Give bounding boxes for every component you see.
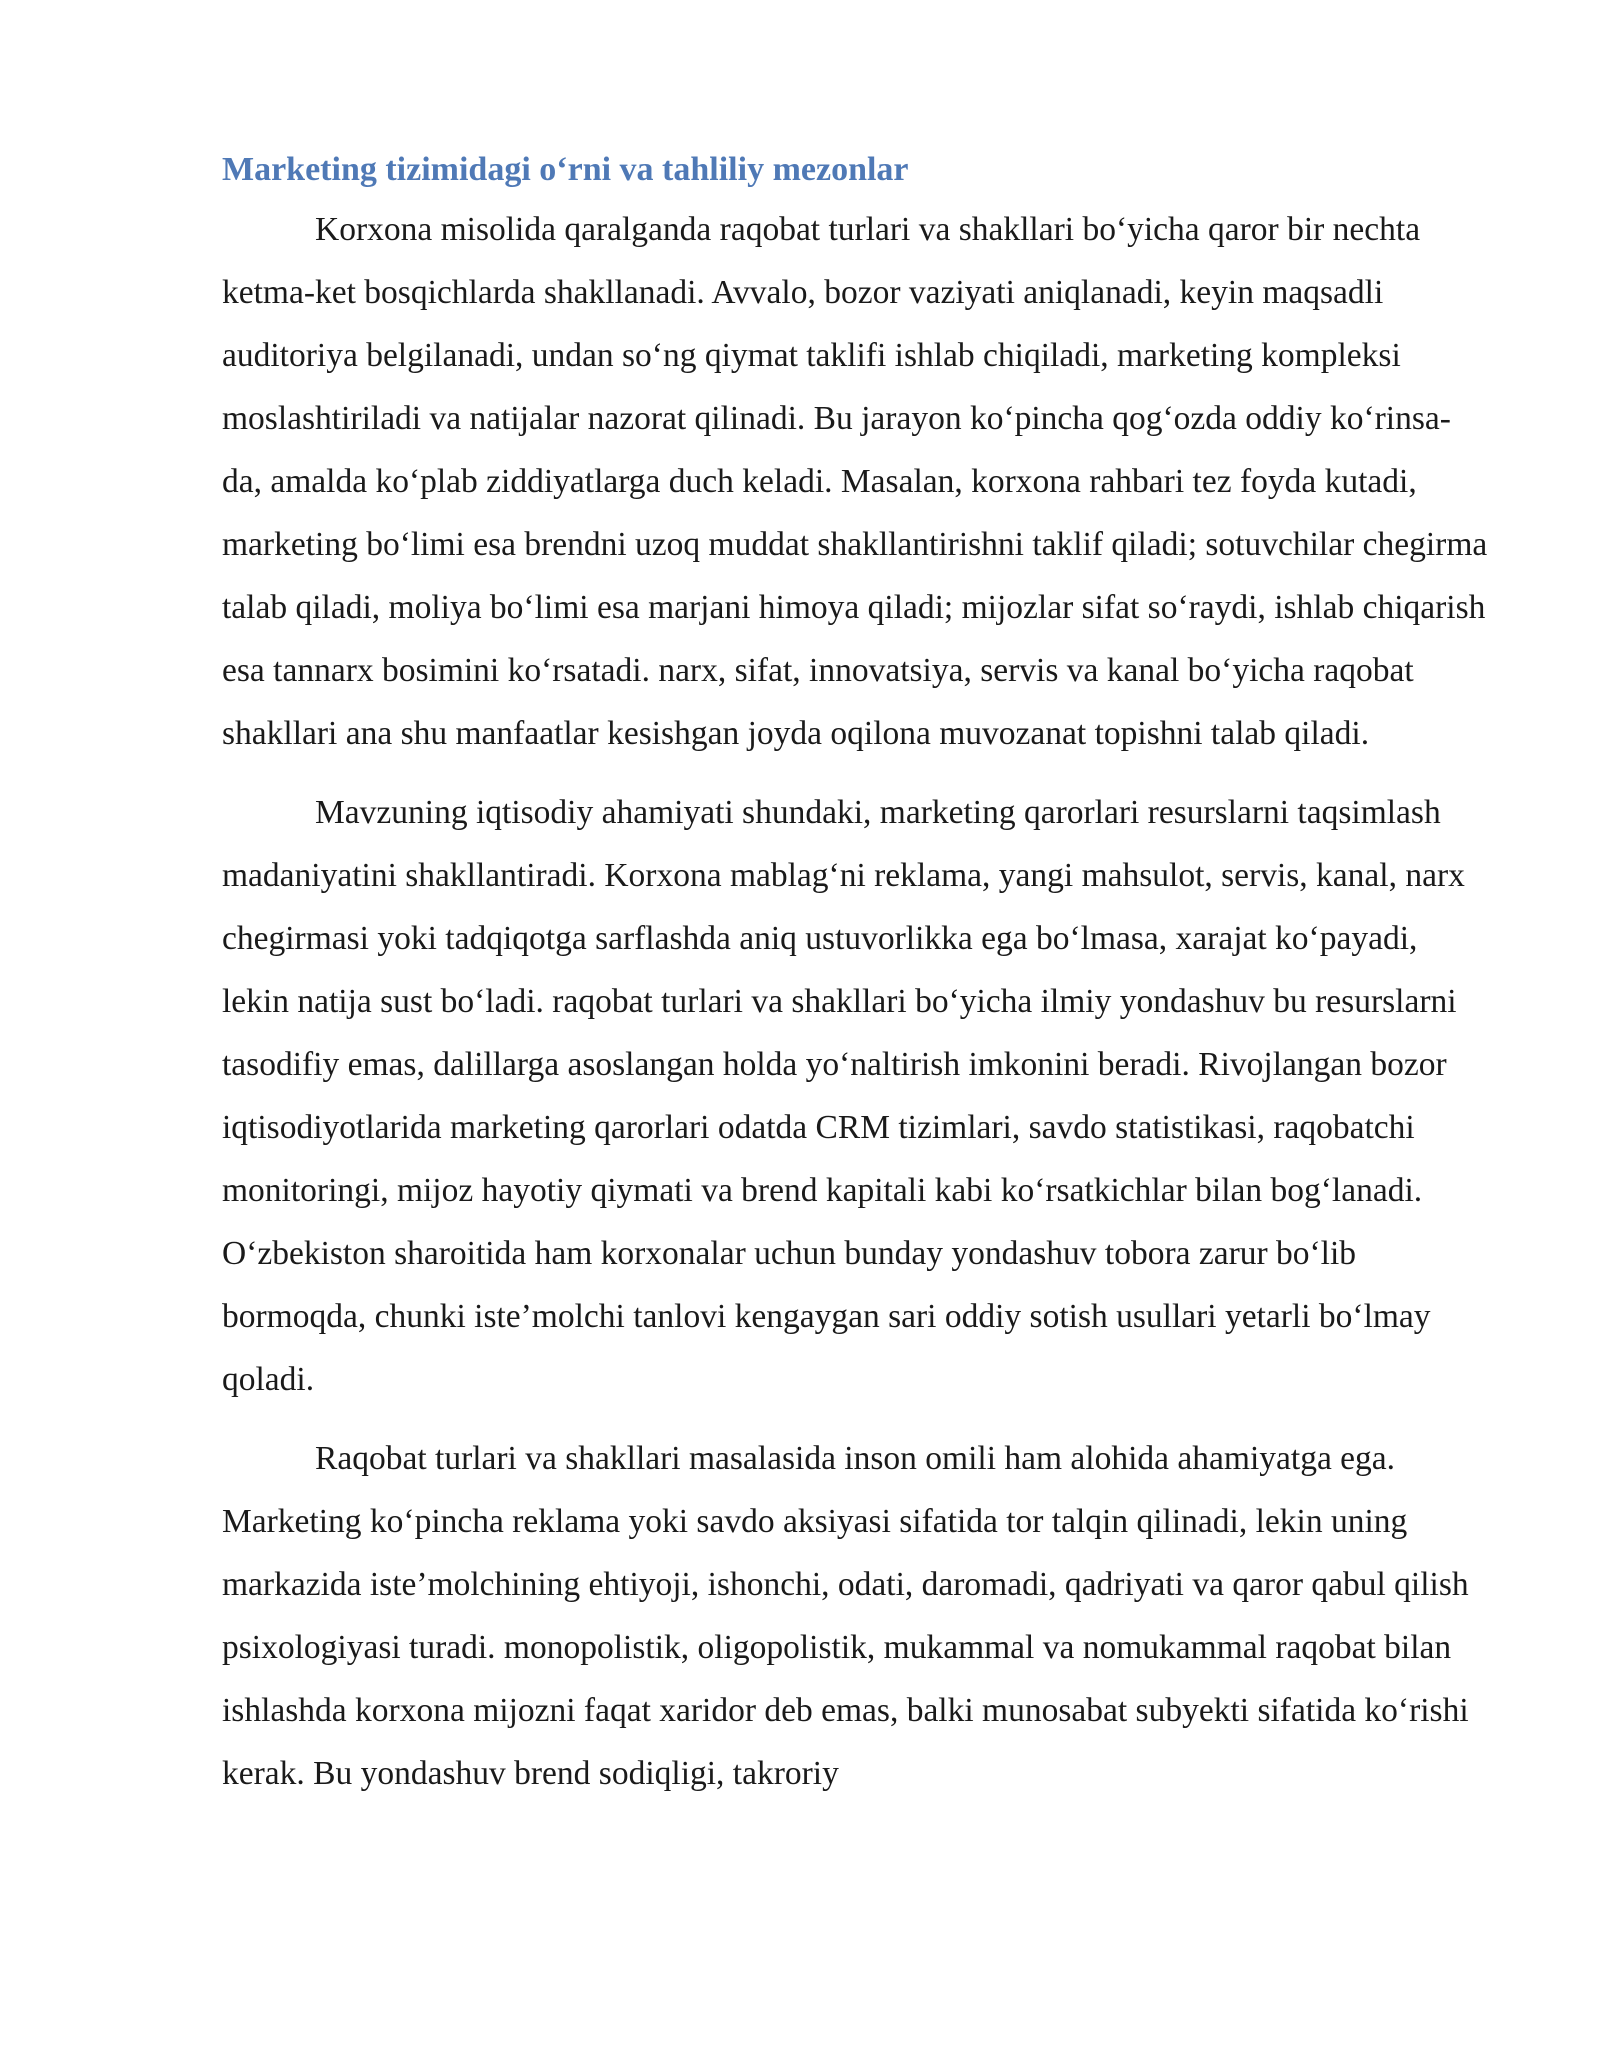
paragraph-2: Mavzuning iqtisodiy ahamiyati shundaki, marketing qarorlari resurslarni taqsimlash madaniyatini shakllantiradi. Korxona mablag‘ni reklama, yangi mahsulot, servis, kanal, narx chegirmasi yoki tadqiqotga sarflashda aniq ustuvorlikka ega bo‘lmasa, xarajat ko‘payadi, lekin natija sust bo‘ladi. raqobat turlari va shakllari bo‘yicha ilmiy yondashuv bu resurslarni tasodifiy emas, dalillarga asoslangan holda yo‘naltirish imkonini beradi. Rivojlangan bozor iqtisodiyotlarida marketing qarorlari odatda CRM tizimlari, savdo statistikasi, raqobatchi monitoringi, mijoz hayotiy qiymati va brend kapitali kabi ko‘rsatkichlar bilan bog‘lanadi. O‘zbekiston sharoitida ham korxonalar uchun bunday yondashuv tobora zarur bo‘lib bormoqda, chunki iste’molchi tanlovi kengaygan sari oddiy sotish usullari yetarli bo‘lmay qoladi. <box>222 794 1465 1398</box>
paragraph-3: Raqobat turlari va shakllari masalasida inson omili ham alohida ahamiyatga ega. Marketing ko‘pincha reklama yoki savdo aksiyasi sifatida tor talqin qilinadi, lekin uning markazida iste’molchining ehtiyoji, ishonchi, odati, daromadi, qadriyati va qaror qabul qilish psixologiyasi turadi. monopolistik, oligopolistik, mukammal va nomukammal raqobat bilan ishlashda korxona mijozni faqat xaridor deb emas, balki munosabat subyekti sifatida ko‘rishi kerak. Bu yondashuv brend sodiqligi, takroriy <box>222 1440 1469 1792</box>
document-body <box>222 142 1490 1821</box>
paragraph-1: Korxona misolida qaralganda raqobat turlari va shakllari bo‘yicha qaror bir nechta ketma-ket bosqichlarda shakllanadi. Avvalo, bozor vaziyati aniqlanadi, keyin maqsadli auditoriya belgilanadi, undan so‘ng qiymat taklifi ishlab chiqiladi, marketing kompleksi moslashtiriladi va natijalar nazorat qilinadi. Bu jarayon ko‘pincha qog‘ozda oddiy ko‘rinsa-da, amalda ko‘plab ziddiyatlarga duch keladi. Masalan, korxona rahbari tez foyda kutadi, marketing bo‘limi esa brendni uzoq muddat shakllantirishni taklif qiladi; sotuvchilar chegirma talab qiladi, moliya bo‘limi esa marjani himoya qiladi; mijozlar sifat so‘raydi, ishlab chiqarish esa tannarx bosimini ko‘rsatadi. narx, sifat, innovatsiya, servis va kanal bo‘yicha raqobat shakllari ana shu manfaatlar kesishgan joyda oqilona muvozanat topishni talab qiladi. <box>222 211 1488 752</box>
section-heading: Marketing tizimidagi o‘rni va tahliliy mezonlar <box>222 151 909 188</box>
